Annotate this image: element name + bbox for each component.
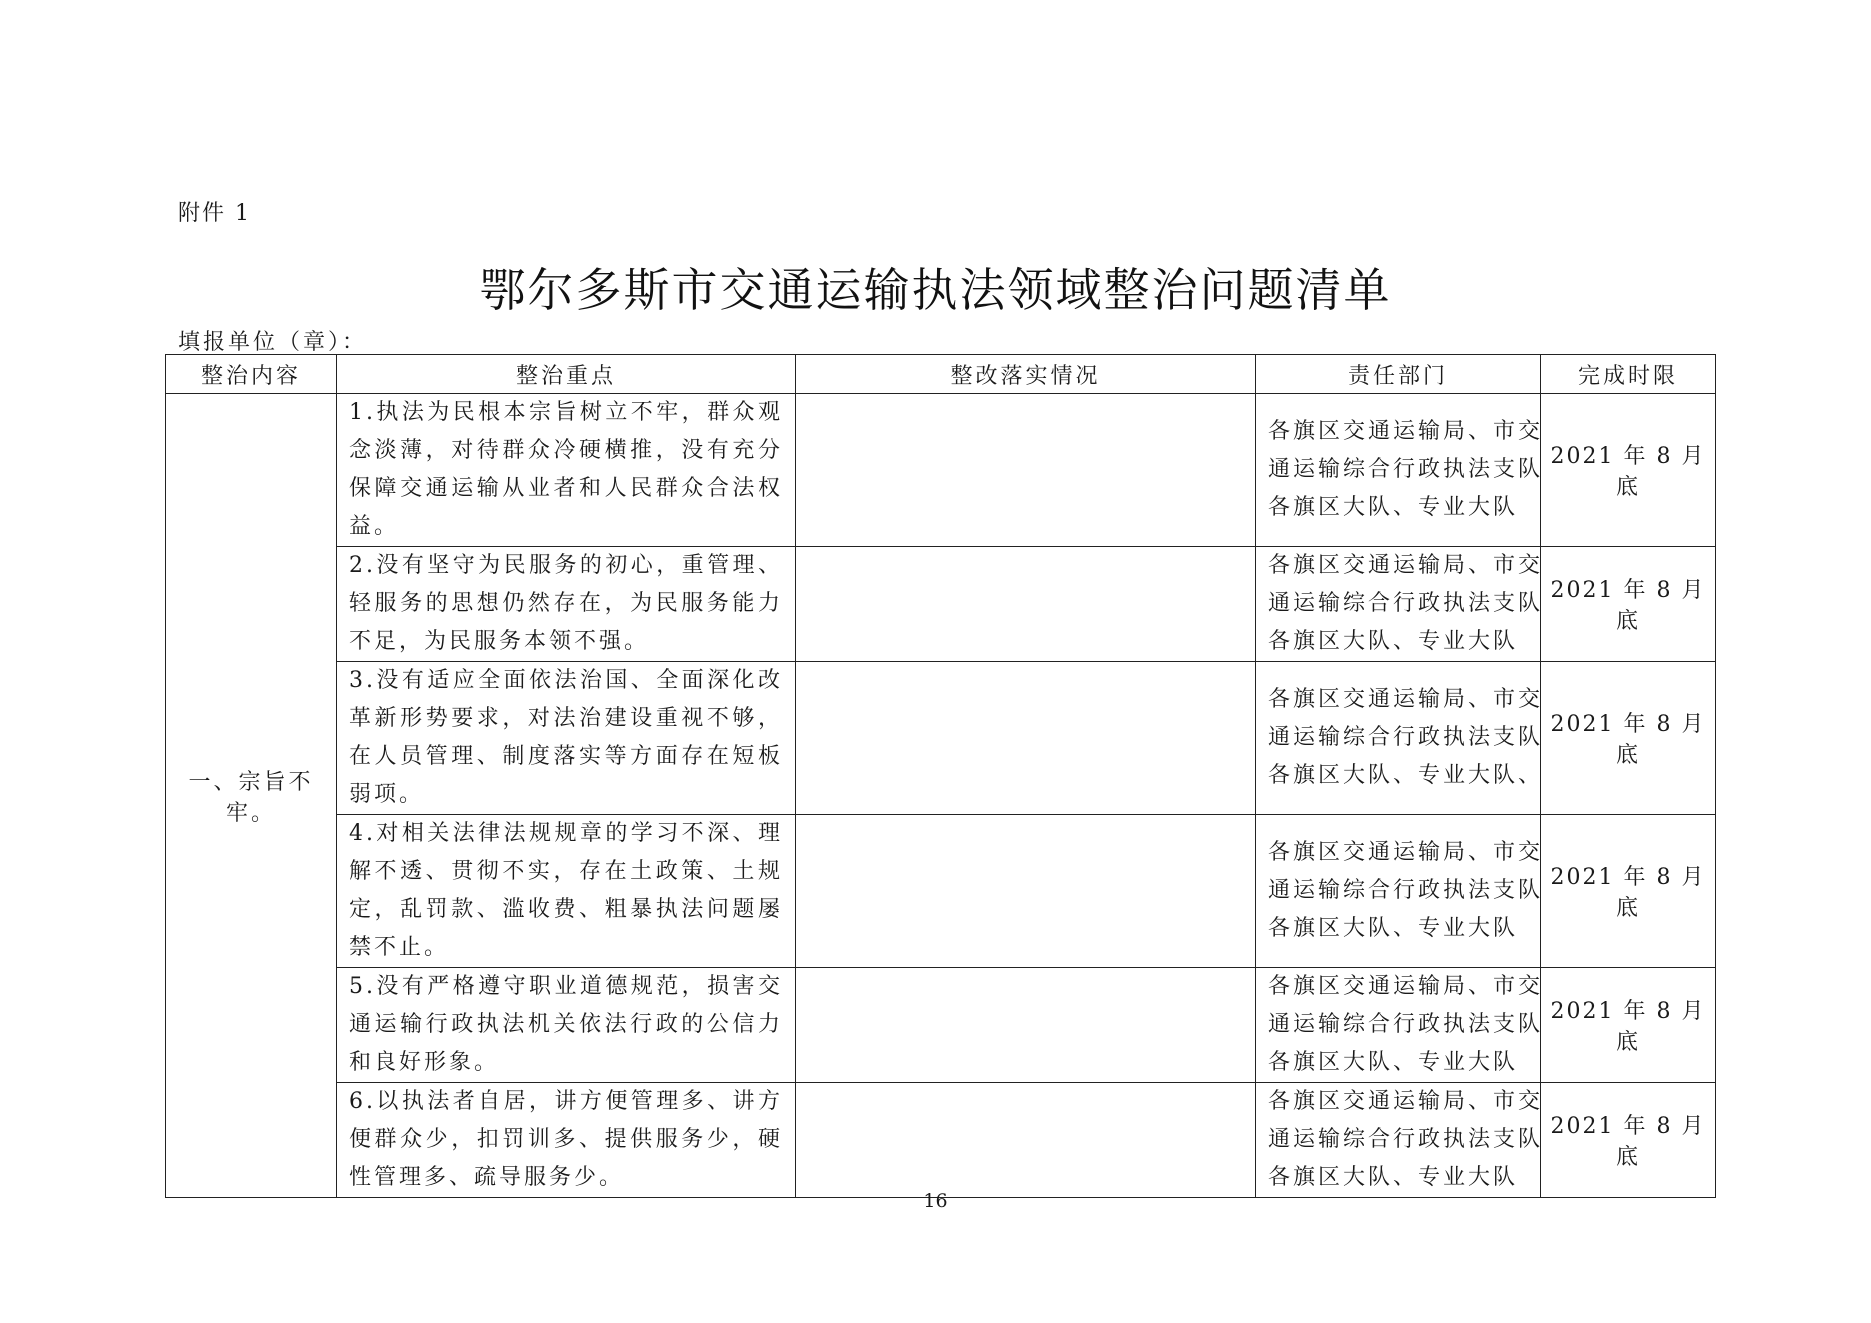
dept-line: 各旗区交通运输局、市交 (1268, 1089, 1544, 1114)
table-header-row (166, 355, 1716, 394)
deadline-cell: 2021 年 8 月底 (1541, 394, 1716, 547)
deadline-cell: 2021 年 8 月底 (1541, 547, 1716, 662)
implementation-cell (796, 968, 1256, 1083)
fill-unit-label: 填报单位（章）： (178, 330, 368, 355)
responsible-dept-cell (1256, 815, 1544, 968)
dept-line: 各旗区大队、专业大队 (1268, 1050, 1519, 1075)
dept-line: 各旗区交通运输局、市交 (1268, 419, 1544, 444)
responsible-dept-cell (1256, 394, 1544, 547)
dept-line: 各旗区交通运输局、市交 (1268, 974, 1544, 999)
table-row (166, 662, 1716, 815)
table-row (166, 968, 1716, 1083)
responsible-dept-cell (1256, 968, 1544, 1083)
document-title: 鄂尔多斯市交通运输执法领域整治问题清单 (479, 263, 1392, 317)
implementation-cell (796, 547, 1256, 662)
category-cell: 一、宗旨不牢。 (166, 394, 337, 1198)
responsible-dept-cell (1256, 662, 1544, 815)
dept-line: 通运输综合行政执法支队 (1268, 1127, 1544, 1152)
focus-cell: 2.没有坚守为民服务的初心，重管理、轻服务的思想仍然存在，为民服务能力不足，为民服务本领不强。 (337, 547, 796, 662)
focus-cell: 1.执法为民根本宗旨树立不牢，群众观念淡薄，对待群众冷硬横推，没有充分保障交通运输从业者和人民群众合法权益。 (337, 394, 796, 547)
focus-cell: 6.以执法者自居，讲方便管理多、讲方便群众少，扣罚训多、提供服务少，硬性管理多、疏导服务少。 (337, 1083, 796, 1198)
dept-line: 通运输综合行政执法支队 (1268, 1012, 1544, 1037)
dept-line: 各旗区大队、专业大队 (1268, 916, 1519, 941)
implementation-cell (796, 394, 1256, 547)
table-row (166, 547, 1716, 662)
dept-line: 各旗区大队、专业大队 (1268, 629, 1519, 654)
dept-line: 通运输综合行政执法支队 (1268, 591, 1544, 616)
header-deadline: 完成时限 (1541, 355, 1716, 394)
dept-line: 各旗区大队、专业大队 (1268, 495, 1519, 520)
dept-line: 通运输综合行政执法支队 (1268, 725, 1544, 750)
responsible-dept-cell (1256, 547, 1544, 662)
deadline-cell: 2021 年 8 月底 (1541, 815, 1716, 968)
page-number: 16 (923, 1190, 948, 1212)
dept-line: 通运输综合行政执法支队 (1268, 457, 1544, 482)
header-category: 整治内容 (166, 355, 337, 394)
header-responsible-dept: 责任部门 (1256, 355, 1541, 394)
header-implementation: 整改落实情况 (796, 355, 1256, 394)
implementation-cell (796, 815, 1256, 968)
dept-line: 各旗区交通运输局、市交 (1268, 840, 1544, 865)
header-focus: 整治重点 (337, 355, 796, 394)
dept-line: 各旗区大队、专业大队 (1268, 1165, 1519, 1190)
issues-table (165, 354, 1716, 1198)
deadline-cell: 2021 年 8 月底 (1541, 1083, 1716, 1198)
focus-cell: 4.对相关法律法规规章的学习不深、理解不透、贯彻不实，存在土政策、土规定，乱罚款、滥收费、粗暴执法问题屡禁不止。 (337, 815, 796, 968)
focus-cell: 3.没有适应全面依法治国、全面深化改革新形势要求，对法治建设重视不够，在人员管理、制度落实等方面存在短板弱项。 (337, 662, 796, 815)
deadline-cell: 2021 年 8 月底 (1541, 968, 1716, 1083)
dept-line: 各旗区交通运输局、市交 (1268, 553, 1544, 578)
deadline-cell: 2021 年 8 月底 (1541, 662, 1716, 815)
table-row (166, 1083, 1716, 1198)
implementation-cell (796, 662, 1256, 815)
focus-cell: 5.没有严格遵守职业道德规范，损害交通运输行政执法机关依法行政的公信力和良好形象。 (337, 968, 796, 1083)
dept-line: 通运输综合行政执法支队 (1268, 878, 1544, 903)
responsible-dept-cell (1256, 1083, 1544, 1198)
table-row (166, 815, 1716, 968)
dept-line: 各旗区交通运输局、市交 (1268, 687, 1544, 712)
attachment-label: 附件 1 (178, 201, 251, 226)
implementation-cell (796, 1083, 1256, 1198)
table-row (166, 394, 1716, 547)
dept-line: 各旗区大队、专业大队、 (1268, 763, 1544, 788)
